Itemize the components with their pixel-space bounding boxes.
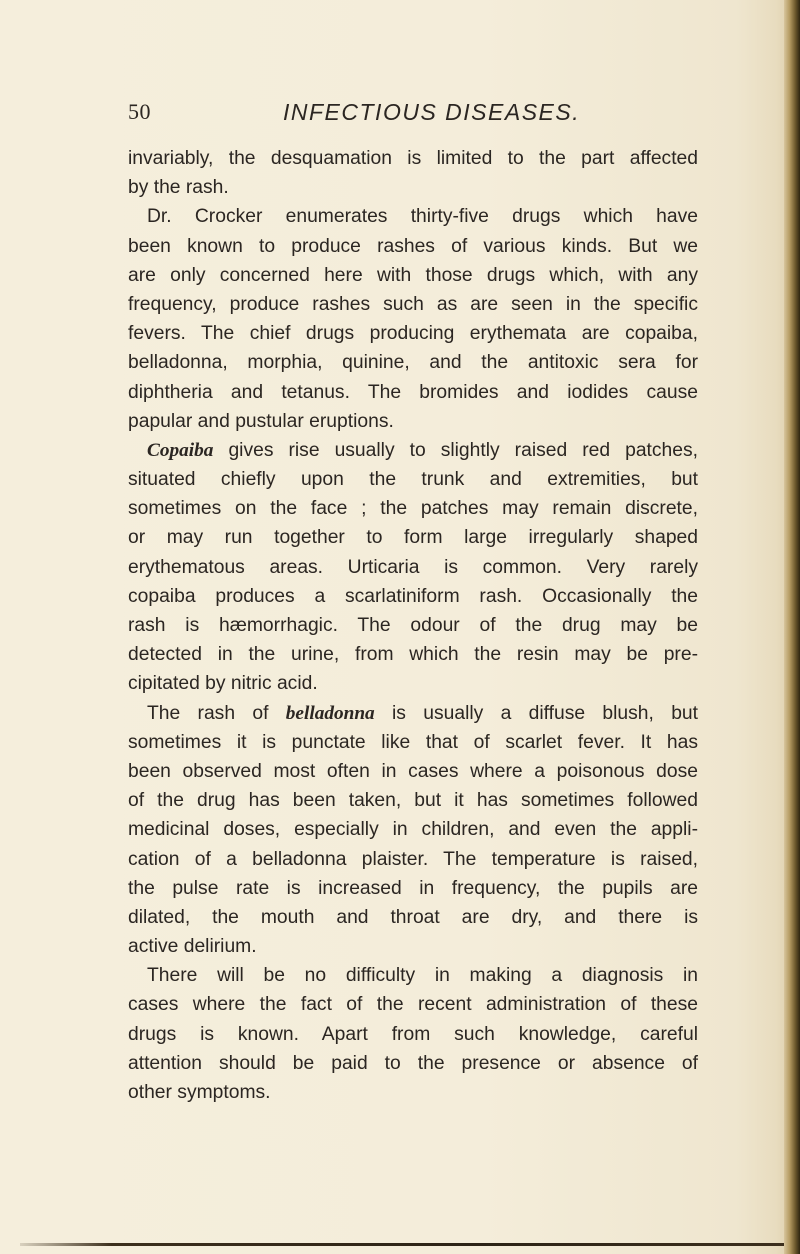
text-line	[128, 699, 698, 728]
page-header	[128, 99, 728, 133]
text-line: of the drug has been taken, but it has sometimes followed	[128, 790, 698, 812]
text-line: sometimes on the face ; the patches may remain discrete,	[128, 498, 698, 520]
text-line: Dr. Crocker enumerates thirty-five drugs which have	[147, 206, 698, 228]
text-line: been observed most often in cases where a poisonous dose	[128, 760, 698, 782]
text-line: medicinal doses, especially in children, and even the appli-	[128, 819, 698, 841]
page-bottom-rule	[20, 1243, 784, 1246]
text-line: rash is hæmorrhagic. The odour of the drug may be	[128, 615, 698, 636]
page-number: 50	[128, 99, 151, 124]
text-line: cipitated by nitric acid.	[128, 673, 318, 695]
text-line: by the rash.	[128, 177, 229, 199]
text-line: other symptoms.	[128, 1082, 271, 1103]
italic-term: belladonna	[285, 702, 375, 724]
text-line: frequency, produce rashes such as are seen in the specific	[128, 293, 698, 315]
text-segment: gives rise usually to slightly raised red patches,	[213, 439, 698, 461]
text-line: papular and pustular eruptions.	[128, 410, 394, 432]
text-line: invariably, the desquamation is limited to the part affected	[128, 148, 698, 169]
text-line: erythematous areas. Urticaria is common. Very rarely	[128, 556, 698, 578]
text-line: are only concerned here with those drugs which, with any	[128, 264, 698, 286]
running-title: INFECTIOUS DISEASES.	[283, 99, 581, 125]
text-line: or may run together to form large irregularly shaped	[128, 527, 698, 549]
text-line: belladonna, morphia, quinine, and the antitoxic sera for	[128, 352, 698, 374]
text-line: copaiba produces a scarlatiniform rash. Occasionally the	[128, 585, 698, 607]
text-segment: is usually a diffuse blush, but	[374, 702, 698, 724]
body-text	[128, 144, 698, 1107]
text-line: cation of a belladonna plaister. The temperature is raised,	[128, 848, 698, 870]
text-line: drugs is known. Apart from such knowledge, careful	[128, 1023, 698, 1045]
text-line: sometimes it is punctate like that of scarlet fever. It has	[128, 731, 698, 753]
text-line: detected in the urine, from which the resin may be pre-	[128, 644, 698, 666]
text-segment: The rash of	[147, 702, 286, 724]
page-edge-shadow	[784, 0, 800, 1254]
text-line: fevers. The chief drugs producing erythemata are copaiba,	[128, 323, 698, 345]
text-line: There will be no difficulty in making a diagnosis in	[147, 965, 698, 987]
italic-term: Copaiba	[147, 439, 214, 461]
text-line: dilated, the mouth and throat are dry, and there is	[128, 906, 698, 928]
text-line: cases where the fact of the recent administration of these	[128, 994, 698, 1016]
text-line: diphtheria and tetanus. The bromides and iodides cause	[128, 381, 698, 403]
text-line: attention should be paid to the presence or absence of	[128, 1052, 698, 1074]
text-line: the pulse rate is increased in frequency, the pupils are	[128, 877, 698, 899]
text-line: been known to produce rashes of various kinds. But we	[128, 235, 698, 257]
text-line: active delirium.	[128, 936, 257, 958]
text-line: situated chiefly upon the trunk and extremities, but	[128, 469, 698, 491]
text-line	[128, 436, 698, 465]
